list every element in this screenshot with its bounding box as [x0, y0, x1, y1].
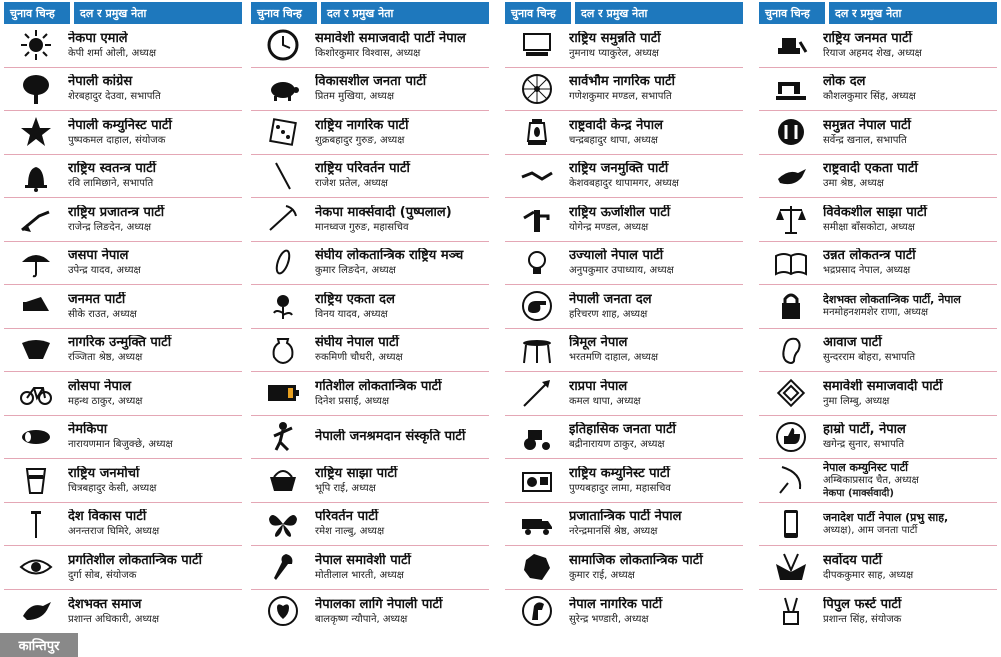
party-row [4, 155, 242, 199]
party-row [505, 590, 743, 634]
party-leader: कमल थापा, अध्यक्ष [569, 395, 641, 407]
party-row [251, 459, 489, 503]
horse-head-icon [505, 590, 569, 634]
dice-icon [251, 111, 315, 154]
dove-icon [759, 155, 823, 198]
party-leader-extra: नेकपा (मार्क्सवादी) [823, 487, 894, 499]
party-name: समावेशी समाजवादी पार्टी नेपाल [315, 30, 466, 46]
party-leader: राजेश प्रतेल, अध्यक्ष [315, 178, 388, 190]
party-name: विकासशील जनता पार्टी [315, 74, 427, 90]
party-leader: सीके राउत, अध्यक्ष [68, 308, 137, 320]
flower-icon [251, 285, 315, 328]
party-row [251, 329, 489, 373]
party-name: नेमकिपा [68, 422, 108, 438]
header-party-label: दल र प्रमुख नेता [829, 2, 997, 24]
party-leader: सुन्दरराम बोहरा, सभापति [823, 352, 916, 364]
thumbs-up-icon [759, 416, 823, 459]
tractor-icon [505, 416, 569, 459]
party-row [759, 329, 997, 373]
phone-icon [759, 503, 823, 546]
party-row [759, 155, 997, 199]
knot-icon [759, 372, 823, 415]
corn-icon [251, 242, 315, 285]
party-leader: गणेशकुमार मण्डल, सभापति [569, 91, 672, 103]
party-name: लोसपा नेपाल [68, 378, 132, 394]
party-leader: रमेश नाल्बु, अध्यक्ष [315, 526, 385, 538]
party-row [4, 285, 242, 329]
party-leader: दीपककुमार साह, अध्यक्ष [823, 569, 914, 581]
party-leader: रियाज अहमद शेख, अध्यक्ष [823, 47, 922, 59]
bulb-icon [505, 242, 569, 285]
party-row [251, 242, 489, 286]
party-leader: रञ्जिता श्रेष्ठ, अध्यक्ष [68, 352, 143, 364]
party-leader: पुण्यबहादुर लामा, महासचिव [569, 482, 671, 494]
party-name: राष्ट्रिय प्रजातन्त्र पार्टी [68, 204, 165, 220]
party-name: राष्ट्रिय नागरिक पार्टी [315, 117, 409, 133]
party-name: विवेकशील साझा पार्टी [823, 204, 927, 220]
party-row [505, 155, 743, 199]
turtle-icon [251, 68, 315, 111]
party-row [4, 111, 242, 155]
party-name: राष्ट्रिय कम्युनिस्ट पार्टी [569, 465, 670, 481]
party-row [251, 68, 489, 112]
party-name: परिवर्तन पार्टी [315, 509, 379, 525]
header-symbol-label: चुनाव चिन्ह [4, 2, 70, 24]
bicycle-icon [4, 372, 68, 415]
party-name: लोक दल [823, 74, 866, 90]
party-leader: अध्यक्ष), आम जनता पार्टी [823, 524, 918, 536]
party-name: राष्ट्रिय जनमोर्चा [68, 465, 140, 481]
party-leader: पुष्पकमल दाहाल, संयोजक [68, 134, 166, 146]
party-name: जनमत पार्टी [68, 291, 126, 307]
party-row [759, 546, 997, 590]
party-row [759, 372, 997, 416]
lantern-icon [505, 111, 569, 154]
party-row [251, 111, 489, 155]
party-row [505, 459, 743, 503]
party-leader: समीक्षा बाँसकोटा, अध्यक्ष [823, 221, 915, 233]
party-row [505, 111, 743, 155]
party-row [505, 24, 743, 68]
party-leader: बालकृष्ण न्यौपाने, अध्यक्ष [315, 613, 408, 625]
party-leader: कुमार राई, अध्यक्ष [569, 569, 635, 581]
party-row [251, 198, 489, 242]
party-name: प्रजातान्त्रिक पार्टी नेपाल [569, 509, 682, 525]
party-leader: विनय यादव, अध्यक्ष [315, 308, 388, 320]
party-leader: भद्रप्रसाद नेपाल, अध्यक्ष [823, 265, 911, 277]
tree-icon [4, 68, 68, 111]
party-leader: प्रशान्त सिंह, संयोजक [823, 613, 902, 625]
party-row [251, 285, 489, 329]
party-leader: अम्बिकाप्रसाद चैत, अध्यक्ष [823, 474, 919, 486]
party-row [505, 198, 743, 242]
party-name: राष्ट्रिय स्वतन्त्र पार्टी [68, 161, 157, 177]
party-leader: दुर्गा सोब, संयोजक [68, 569, 137, 581]
whistle-icon [505, 285, 569, 328]
party-leader: केपी शर्मा ओली, अध्यक्ष [68, 47, 157, 59]
party-column-4 [759, 2, 997, 657]
sewing-machine-icon [759, 68, 823, 111]
header-symbol-label: चुनाव चिन्ह [505, 2, 571, 24]
party-leader: नारायणमान बिजुक्छे, अध्यक्ष [68, 439, 173, 451]
party-name: राष्ट्रिय जनमत पार्टी [823, 30, 912, 46]
party-name: राष्ट्रिय परिवर्तन पार्टी [315, 161, 410, 177]
ear-icon [759, 329, 823, 372]
bird-icon [4, 590, 68, 634]
party-row [4, 590, 242, 634]
sun-icon [4, 24, 68, 67]
party-row [4, 68, 242, 112]
battery-icon [251, 372, 315, 415]
party-name: हाम्रो पार्टी, नेपाल [823, 422, 906, 438]
party-name: गतिशील लोकतान्त्रिक पार्टी [315, 378, 442, 394]
party-row [251, 24, 489, 68]
scales-icon [759, 198, 823, 241]
party-name: नेपालका लागि नेपाली पार्टी [315, 596, 443, 612]
party-row [759, 285, 997, 329]
party-name: जनादेश पार्टी नेपाल (प्रभु साह, [823, 510, 949, 524]
bell-icon [4, 155, 68, 198]
party-name: सामाजिक लोकतान्त्रिक पार्टी [569, 552, 703, 568]
party-leader: उमा श्रेष्ठ, अध्यक्ष [823, 178, 884, 190]
party-row [4, 416, 242, 460]
party-name: उन्नत लोकतन्त्र पार्टी [823, 248, 916, 264]
party-leader: किशोरकुमार विश्वास, अध्यक्ष [315, 47, 421, 59]
hands-icon [759, 111, 823, 154]
party-name: प्रगतिशील लोकतान्त्रिक पार्टी [68, 552, 202, 568]
header-party-label: दल र प्रमुख नेता [74, 2, 242, 24]
drum-icon [4, 416, 68, 459]
butterfly-icon [251, 503, 315, 546]
party-leader: कुमार लिङदेन, अध्यक्ष [315, 265, 396, 277]
party-row [759, 24, 997, 68]
party-column-2 [251, 2, 489, 657]
party-leader: प्रितम मुखिया, अध्यक्ष [315, 91, 395, 103]
party-leader: राजेन्द्र लिङदेन, अध्यक्ष [68, 221, 152, 233]
eye-icon [4, 546, 68, 589]
column-header [759, 2, 997, 24]
party-row [251, 590, 489, 634]
party-leader: महन्थ ठाकुर, अध्यक्ष [68, 395, 143, 407]
party-row [4, 372, 242, 416]
party-leader: केशवबहादुर थापामगर, अध्यक्ष [569, 178, 679, 190]
map-icon [505, 546, 569, 589]
party-name: नेपाल नागरिक पार्टी [569, 596, 663, 612]
party-column-3 [505, 2, 743, 657]
party-leader: नरेन्द्रमानसिं श्रेष्ठ, अध्यक्ष [569, 526, 658, 538]
sickle-icon [759, 459, 823, 502]
stool-icon [505, 329, 569, 372]
heart-hand-icon [251, 590, 315, 634]
wheel-icon [505, 68, 569, 111]
party-row [4, 242, 242, 286]
handpump-icon [505, 198, 569, 241]
column-header [505, 2, 743, 24]
party-row [505, 242, 743, 286]
party-name: समावेशी समाजवादी पार्टी [823, 378, 943, 394]
party-name: सर्वोदय पार्टी [823, 552, 883, 568]
column-header [4, 2, 242, 24]
party-name: नेपाली कम्युनिस्ट पार्टी [68, 117, 172, 133]
party-row [251, 546, 489, 590]
party-leader: खगेन्द्र सुनार, सभापति [823, 439, 905, 451]
umbrella-icon [4, 242, 68, 285]
party-name: जसपा नेपाल [68, 248, 129, 264]
party-name: राष्ट्रवादी एकता पार्टी [823, 161, 918, 177]
party-name: नेकपा मार्क्सवादी (पुष्पलाल) [315, 204, 452, 220]
party-name: समुन्नत नेपाल पार्टी [823, 117, 911, 133]
star-icon [4, 111, 68, 154]
party-row [759, 242, 997, 286]
party-row [4, 546, 242, 590]
party-name: सार्वभौम नागरिक पार्टी [569, 74, 675, 90]
party-name: राष्ट्रिय समुन्नति पार्टी [569, 30, 661, 46]
party-row [251, 155, 489, 199]
party-leader: नुमनाथ प्याकुरेल, अध्यक्ष [569, 47, 659, 59]
party-row [759, 416, 997, 460]
party-row [505, 546, 743, 590]
party-name: देशभक्त लोकतान्त्रिक पार्टी, नेपाल [823, 293, 961, 307]
nail-icon [4, 503, 68, 546]
party-leader: भरतमणि दाहाल, अध्यक्ष [569, 352, 659, 364]
party-leader: सर्वेन्द्र खनाल, सभापति [823, 134, 907, 146]
party-row [505, 285, 743, 329]
party-row [759, 198, 997, 242]
party-row [4, 329, 242, 373]
party-row [759, 590, 997, 634]
party-row [251, 416, 489, 460]
party-name: देशभक्त समाज [68, 596, 142, 612]
lock-icon [759, 285, 823, 328]
party-leader: चित्रबहादुर केसी, अध्यक्ष [68, 482, 157, 494]
party-leader: रवि लामिछाने, सभापति [68, 178, 154, 190]
party-name: नेपाल कम्युनिस्ट पार्टी [823, 460, 908, 474]
worker-icon [251, 416, 315, 459]
party-column-1 [4, 2, 242, 657]
megaphone-icon [4, 285, 68, 328]
party-row [505, 416, 743, 460]
party-row [251, 503, 489, 547]
party-name: राप्रपा नेपाल [569, 378, 628, 394]
party-row [505, 329, 743, 373]
party-name: राष्ट्रिय जनमुक्ति पार्टी [569, 161, 669, 177]
party-leader: योगेन्द्र मण्डल, अध्यक्ष [569, 221, 649, 233]
party-leader: नुमा लिम्बु, अध्यक्ष [823, 395, 890, 407]
glass-icon [4, 459, 68, 502]
party-leader: भूपि राई, अध्यक्ष [315, 482, 376, 494]
book-icon [759, 242, 823, 285]
party-leader: चन्द्रबहादुर थापा, अध्यक्ष [569, 134, 658, 146]
publisher-watermark: कान्तिपुर [0, 633, 78, 657]
party-row [4, 503, 242, 547]
column-header [251, 2, 489, 24]
party-leader: बद्रीनारायण ठाकुर, अध्यक्ष [569, 439, 665, 451]
party-name: नागरिक उन्मुक्ति पार्टी [68, 335, 172, 351]
party-name: त्रिमूल नेपाल [569, 335, 628, 351]
party-name: राष्ट्रिय एकता दल [315, 291, 395, 307]
party-leader: शेरबहादुर देउवा, सभापति [68, 91, 161, 103]
party-row [251, 372, 489, 416]
party-name: नेपाली जनश्रमदान संस्कृति पार्टी [315, 428, 466, 444]
handshake-icon [505, 155, 569, 198]
header-symbol-label: चुनाव चिन्ह [759, 2, 825, 24]
plough-icon [4, 198, 68, 241]
radio-icon [505, 459, 569, 502]
victory-hand-icon [759, 590, 823, 634]
party-name: राष्ट्रिय ऊर्जाशील पार्टी [569, 204, 671, 220]
party-row [505, 372, 743, 416]
arrow-icon [505, 372, 569, 415]
party-name: नेकपा एमाले [68, 30, 128, 46]
header-party-label: दल र प्रमुख नेता [321, 2, 489, 24]
party-row [505, 503, 743, 547]
party-leader: सुरेन्द्र भण्डारी, अध्यक्ष [569, 613, 649, 625]
party-name: पिपुल फर्स्ट पार्टी [823, 596, 902, 612]
header-party-label: दल र प्रमुख नेता [575, 2, 743, 24]
flute-icon [251, 155, 315, 198]
party-row [759, 459, 997, 503]
header-symbol-label: चुनाव चिन्ह [251, 2, 317, 24]
party-leader: दिनेश प्रसाई, अध्यक्ष [315, 395, 390, 407]
party-leader: उपेन्द्र यादव, अध्यक्ष [68, 265, 141, 277]
party-name: राष्ट्रिय साझा पार्टी [315, 465, 398, 481]
party-name: नेपाली कांग्रेस [68, 74, 133, 90]
party-name: देश विकास पार्टी [68, 509, 147, 525]
party-name: इतिहासिक जनता पार्टी [569, 422, 676, 438]
party-name: नेपाली जनता दल [569, 291, 652, 307]
pickaxe-icon [251, 198, 315, 241]
party-name: आवाज पार्टी [823, 335, 882, 351]
party-row [4, 24, 242, 68]
party-leader: अनुपकुमार उपाध्याय, अध्यक्ष [569, 265, 674, 277]
party-leader: मानध्वज गुरुङ, महासचिव [315, 221, 409, 233]
party-row [759, 503, 997, 547]
winnowing-basket-icon [4, 329, 68, 372]
clock-icon [251, 24, 315, 67]
party-leader: मनमोहनशमशेर राणा, अध्यक्ष [823, 307, 929, 319]
party-name: संघीय लोकतान्त्रिक राष्ट्रिय मञ्च [315, 248, 464, 264]
party-name: संघीय नेपाल पार्टी [315, 335, 399, 351]
party-leader: रुकमिणी चौधरी, अध्यक्ष [315, 352, 403, 364]
party-row [505, 68, 743, 112]
party-leader: प्रशान्त अधिकारी, अध्यक्ष [68, 613, 160, 625]
party-name: उज्यालो नेपाल पार्टी [569, 248, 664, 264]
parrot-icon [251, 546, 315, 589]
book-open-icon [759, 546, 823, 589]
party-leader: कौशलकुमार सिंह, अध्यक्ष [823, 91, 916, 103]
party-leader: मोतीलाल भारती, अध्यक्ष [315, 569, 404, 581]
party-row [759, 68, 997, 112]
pot-icon [251, 329, 315, 372]
party-row [759, 111, 997, 155]
computer-icon [505, 24, 569, 67]
basket-icon [251, 459, 315, 502]
bulldozer-icon [759, 24, 823, 67]
party-leader: हरिचरण शाह, अध्यक्ष [569, 308, 648, 320]
party-row [4, 459, 242, 503]
party-row [4, 198, 242, 242]
party-leader: अनन्तराज घिमिरे, अध्यक्ष [68, 526, 160, 538]
truck-icon [505, 503, 569, 546]
party-leader: शुक्रबहादुर गुरुङ, अध्यक्ष [315, 134, 405, 146]
party-name: नेपाल समावेशी पार्टी [315, 552, 411, 568]
party-name: राष्ट्रवादी केन्द्र नेपाल [569, 117, 663, 133]
